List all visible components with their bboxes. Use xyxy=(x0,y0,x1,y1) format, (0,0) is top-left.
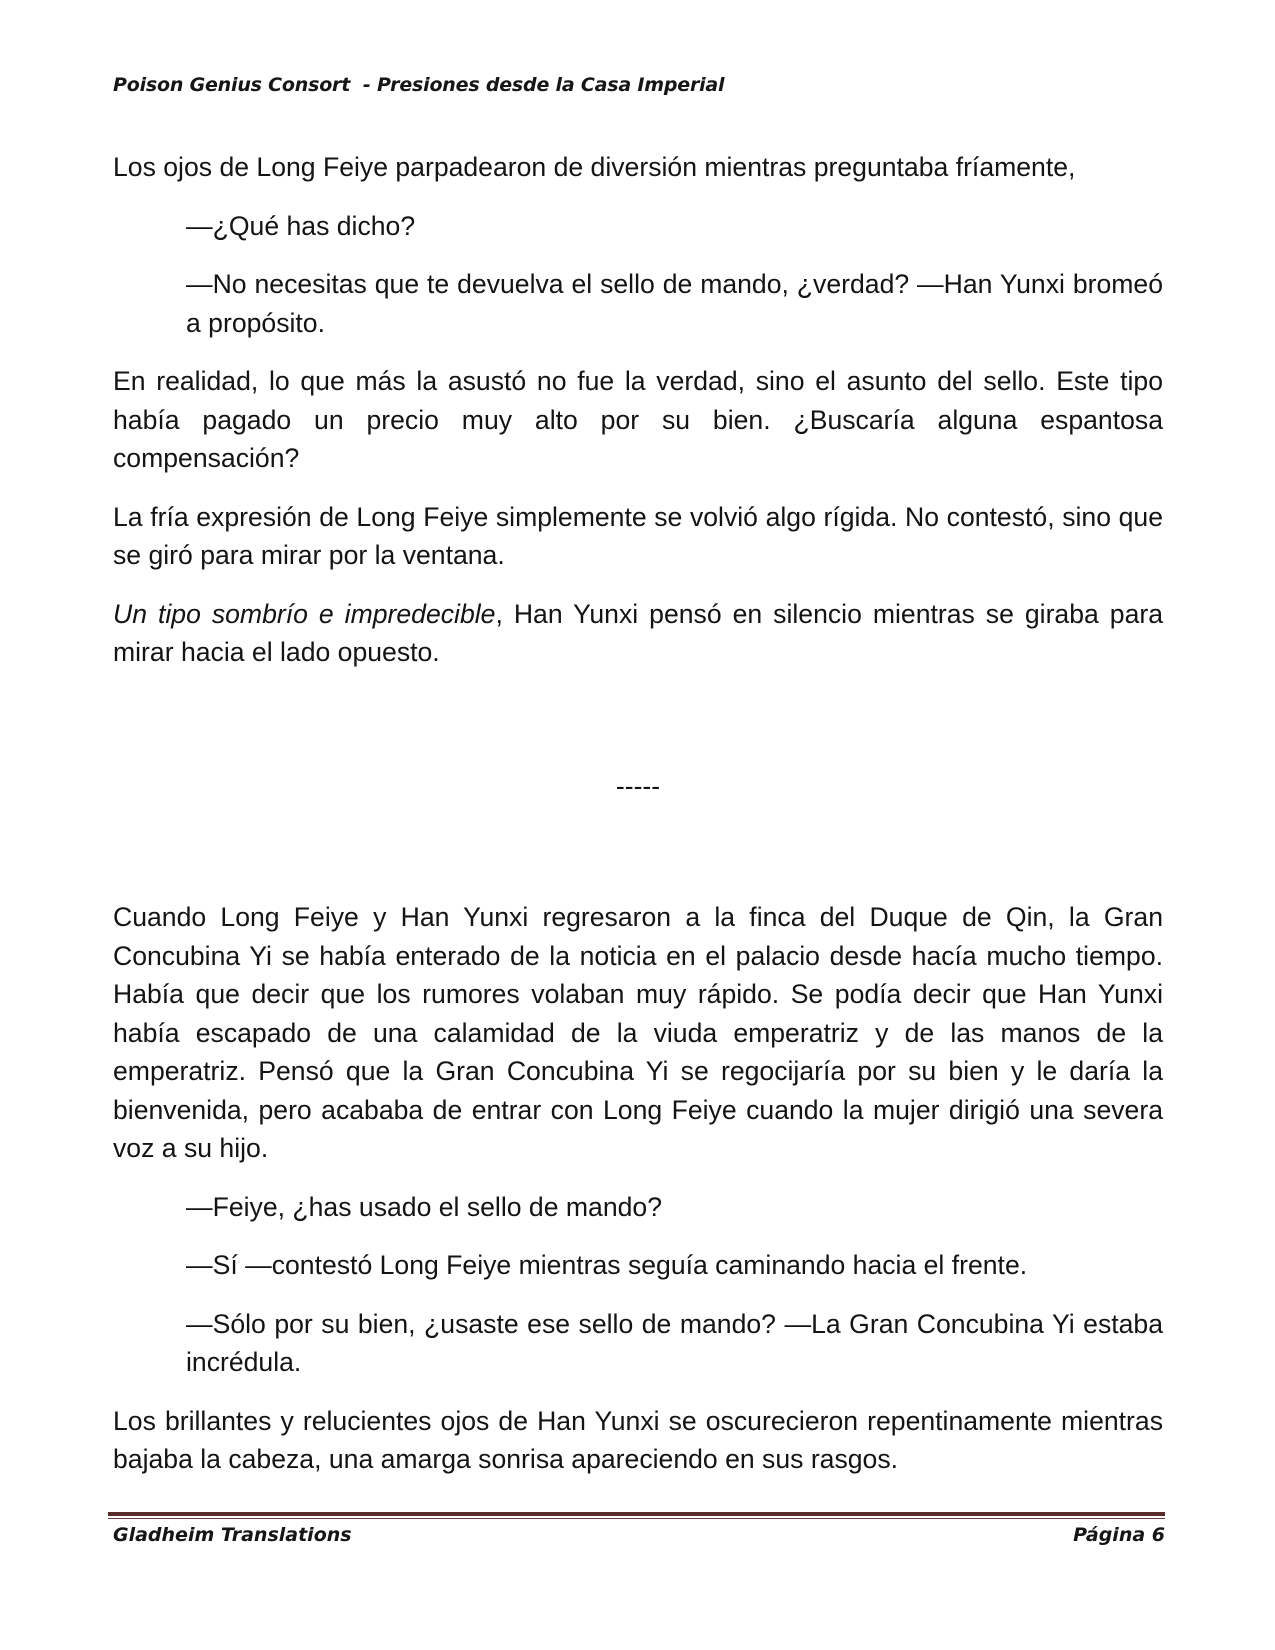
dialogue-paragraph: —Sí —contestó Long Feiye mientras seguía caminando hacia el frente. xyxy=(186,1250,1028,1280)
paragraph-text: , Han Yunxi pensó en silencio mientras se giraba para mirar hacia el lado opuesto. xyxy=(113,598,1164,667)
italic-thought: Un tipo sombrío e impredecible xyxy=(113,598,496,629)
footer-rule xyxy=(108,1512,1165,1516)
paragraph: Los brillantes y relucientes ojos de Han Yunxi se oscurecieron repentinamente mientras bajaba la cabeza, una amarga sonrisa apareciendo en sus rasgos. xyxy=(113,1405,1163,1474)
paragraph: Los ojos de Long Feiye parpadearon de diversión mientras preguntaba fríamente, xyxy=(113,152,1076,182)
scene-separator: ----- xyxy=(615,770,661,801)
document-body xyxy=(113,148,1163,1499)
spacer xyxy=(113,805,1163,898)
footer-publisher: Gladheim Translations xyxy=(113,1524,352,1546)
footer-rule-thin xyxy=(108,1518,1165,1519)
running-header: Poison Genius Consort - Presiones desde la Casa Imperial xyxy=(113,74,725,96)
spacer xyxy=(113,692,1163,767)
dialogue-paragraph: —Sólo por su bien, ¿usaste ese sello de mando? —La Gran Concubina Yi estaba incrédula. xyxy=(186,1308,1163,1377)
dialogue-paragraph: —No necesitas que te devuelva el sello de mando, ¿verdad? —Han Yunxi bromeó a propósito. xyxy=(186,269,1163,338)
paragraph: La fría expresión de Long Feiye simplemente se volvió algo rígida. No contestó, sino que se giró para mirar por la ventana. xyxy=(113,501,1163,570)
footer-page-number: Página 6 xyxy=(1073,1524,1165,1546)
dialogue-paragraph: —Feiye, ¿has usado el sello de mando? xyxy=(186,1191,662,1222)
dialogue-paragraph: —¿Qué has dicho? xyxy=(186,210,416,241)
paragraph: En realidad, lo que más la asustó no fue la verdad, sino el asunto del sello. Este tipo había pagado un precio muy alto por su bien. ¿Buscaría alguna espantosa compensación? xyxy=(113,366,1163,473)
paragraph: Cuando Long Feiye y Han Yunxi regresaron a la finca del Duque de Qin, la Gran Concubina Yi se había enterado de la noticia en el palacio desde hacía mucho tiempo. Había que decir que los rumores volaban muy rápido. Se podía decir que Han Yunxi había escapado de una calamidad de la viuda emperatriz y de las manos de la emperatriz. Pensó que la Gran Concubina Yi se regocijaría por su bien y le daría la bienvenida, pero acababa de entrar con Long Feiye cuando la mujer dirigió una severa voz a su hijo. xyxy=(113,902,1163,1163)
paragraph xyxy=(113,595,1163,672)
